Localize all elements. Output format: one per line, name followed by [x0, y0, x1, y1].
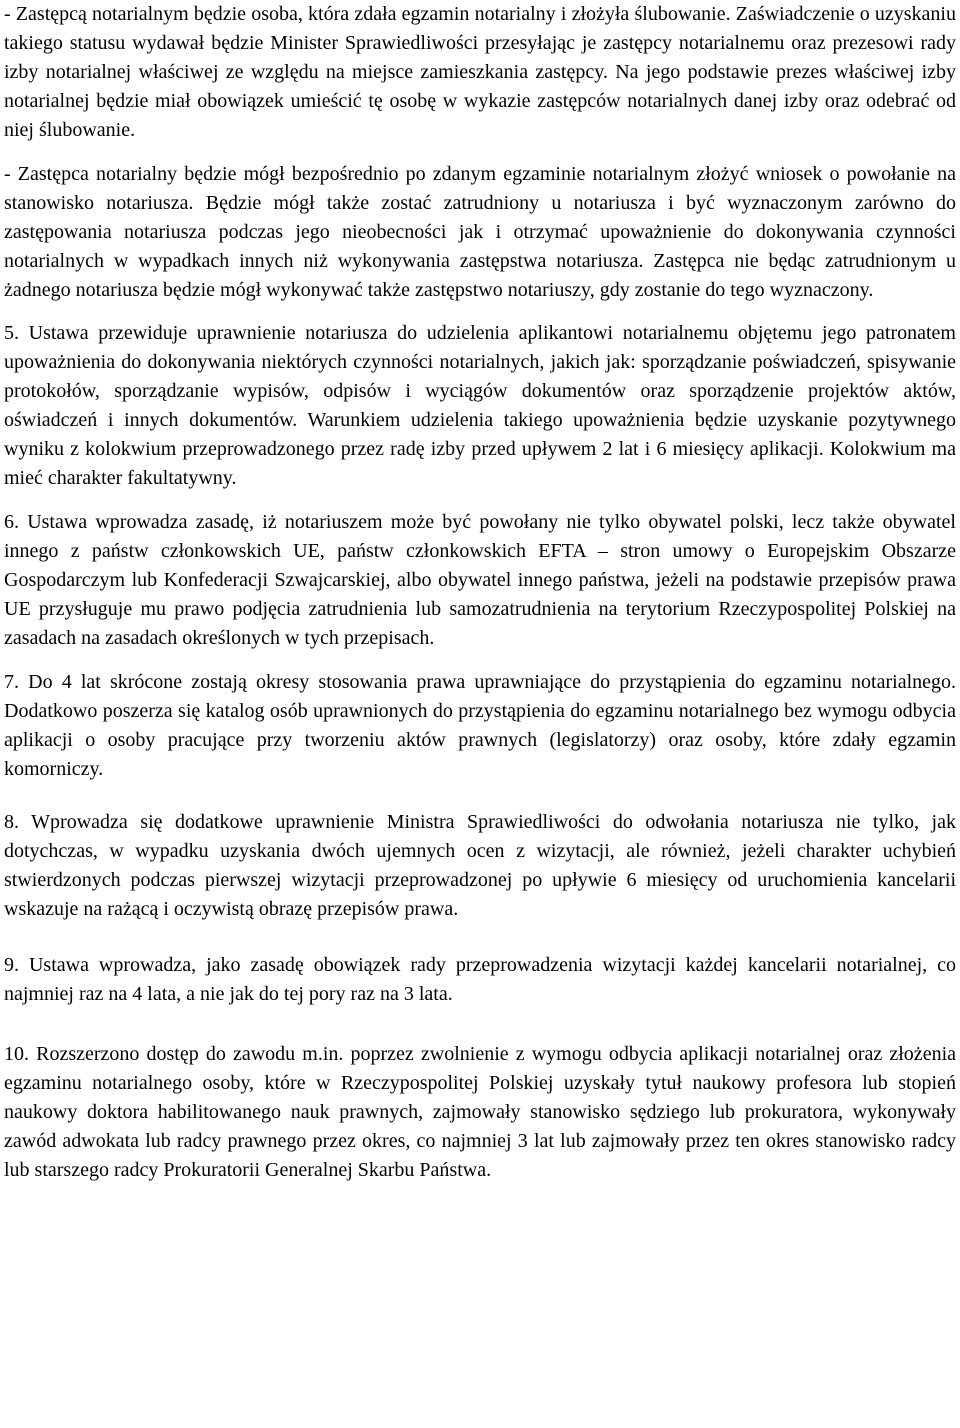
- paragraph-point-7: 7. Do 4 lat skrócone zostają okresy stosowania prawa uprawniające do przystąpienia do egzaminu notarialnego. Dodatkowo poszerza się katalog osób uprawnionych do przystąpienia do egzaminu notarialnego bez wymogu odbycia aplikacji o osoby pracujące przy tworzeniu aktów prawnych (legislatorzy) oraz osoby, które zdały egzamin komorniczy.: [4, 671, 956, 780]
- paragraph-point-5: 5. Ustawa przewiduje uprawnienie notariusza do udzielenia aplikantowi notarialnemu objętemu jego patronatem upoważnienia do dokonywania niektórych czynności notarialnych, jakich jak: sporządzanie poświadczeń, spisywanie protokołów, sporządzanie wypisów, odpisów i wyciągów dokumentów oraz sporządzenie projektów aktów, oświadczeń i innych dokumentów. Warunkiem udzielenia takiego upoważnienia będzie uzyskanie pozytywnego wyniku z kolokwium przeprowadzonego przez radę izby przed upływem 2 lat i 6 miesięcy aplikacji. Kolokwium ma mieć charakter fakultatywny.: [4, 322, 956, 489]
- paragraph-point-10: 10. Rozszerzono dostęp do zawodu m.in. poprzez zwolnienie z wymogu odbycia aplikacji notarialnej oraz złożenia egzaminu notarialnego osoby, które w Rzeczypospolitej Polskiej uzyskały tytuł naukowy profesora lub stopień naukowy doktora habilitowanego nauk prawnych, zajmowały stanowisko sędziego lub prokuratora, wykonywały zawód adwokata lub radcy prawnego przez okres, co najmniej 3 lat lub zajmowały przez ten okres stanowisko radcy lub starszego radcy Prokuratorii Generalnej Skarbu Państwa.: [4, 1043, 956, 1181]
- document-page: [4, 0, 956, 1185]
- paragraph-point-6: 6. Ustawa wprowadza zasadę, iż notariuszem może być powołany nie tylko obywatel polski, lecz także obywatel innego z państw członkowskich UE, państw członkowskich EFTA – stron umowy o Europejskim Obszarze Gospodarczym lub Konfederacji Szwajcarskiej, albo obywatel innego państwa, jeżeli na podstawie przepisów prawa UE przysługuje mu prawo podjęcia zatrudnienia lub samozatrudnienia na terytorium Rzeczypospolitej Polskiej na zasadach na zasadach określonych w tych przepisach.: [4, 511, 956, 649]
- paragraph-notary-deputy-status: - Zastępcą notarialnym będzie osoba, która zdała egzamin notarialny i złożyła ślubowanie. Zaświadczenie o uzyskaniu takiego statusu wydawał będzie Minister Sprawiedliwości przesyłając je zastępcy notarialnemu oraz prezesowi rady izby notarialnej właściwej ze względu na miejsce zamieszkania zastępcy. Na jego podstawie prezes właściwej izby notarialnej będzie miał obowiązek umieścić tę osobę w wykazie zastępców notarialnych danej izby oraz odebrać od niej ślubowanie.: [4, 3, 956, 141]
- paragraph-point-8: 8. Wprowadza się dodatkowe uprawnienie Ministra Sprawiedliwości do odwołania notariusza nie tylko, jak dotychczas, w wypadku uzyskania dwóch ujemnych ocen z wizytacji, ale również, jeżeli charakter uchybień stwierdzonych podczas pierwszej wizytacji przeprowadzonej po upływie 6 miesięcy od uruchomienia kancelarii wskazuje na rażącą i oczywistą obrazę przepisów prawa.: [4, 811, 956, 920]
- paragraph-notary-deputy-rights: - Zastępca notarialny będzie mógł bezpośrednio po zdanym egzaminie notarialnym złożyć wniosek o powołanie na stanowisko notariusza. Będzie mógł także zostać zatrudniony u notariusza i być wyznaczonym zarówno do zastępowania notariusza podczas jego nieobecności jak i otrzymać upoważnienie do dokonywania czynności notarialnych w wypadkach innych niż wykonywania zastępstwa notariusza. Zastępca nie będąc zatrudnionym u żadnego notariusza będzie mógł wykonywać także zastępstwo notariuszy, gdy zostanie do tego wyznaczony.: [4, 163, 956, 301]
- paragraph-point-9: 9. Ustawa wprowadza, jako zasadę obowiązek rady przeprowadzenia wizytacji każdej kancelarii notarialnej, co najmniej raz na 4 lata, a nie jak do tej pory raz na 3 lata.: [4, 954, 956, 1005]
